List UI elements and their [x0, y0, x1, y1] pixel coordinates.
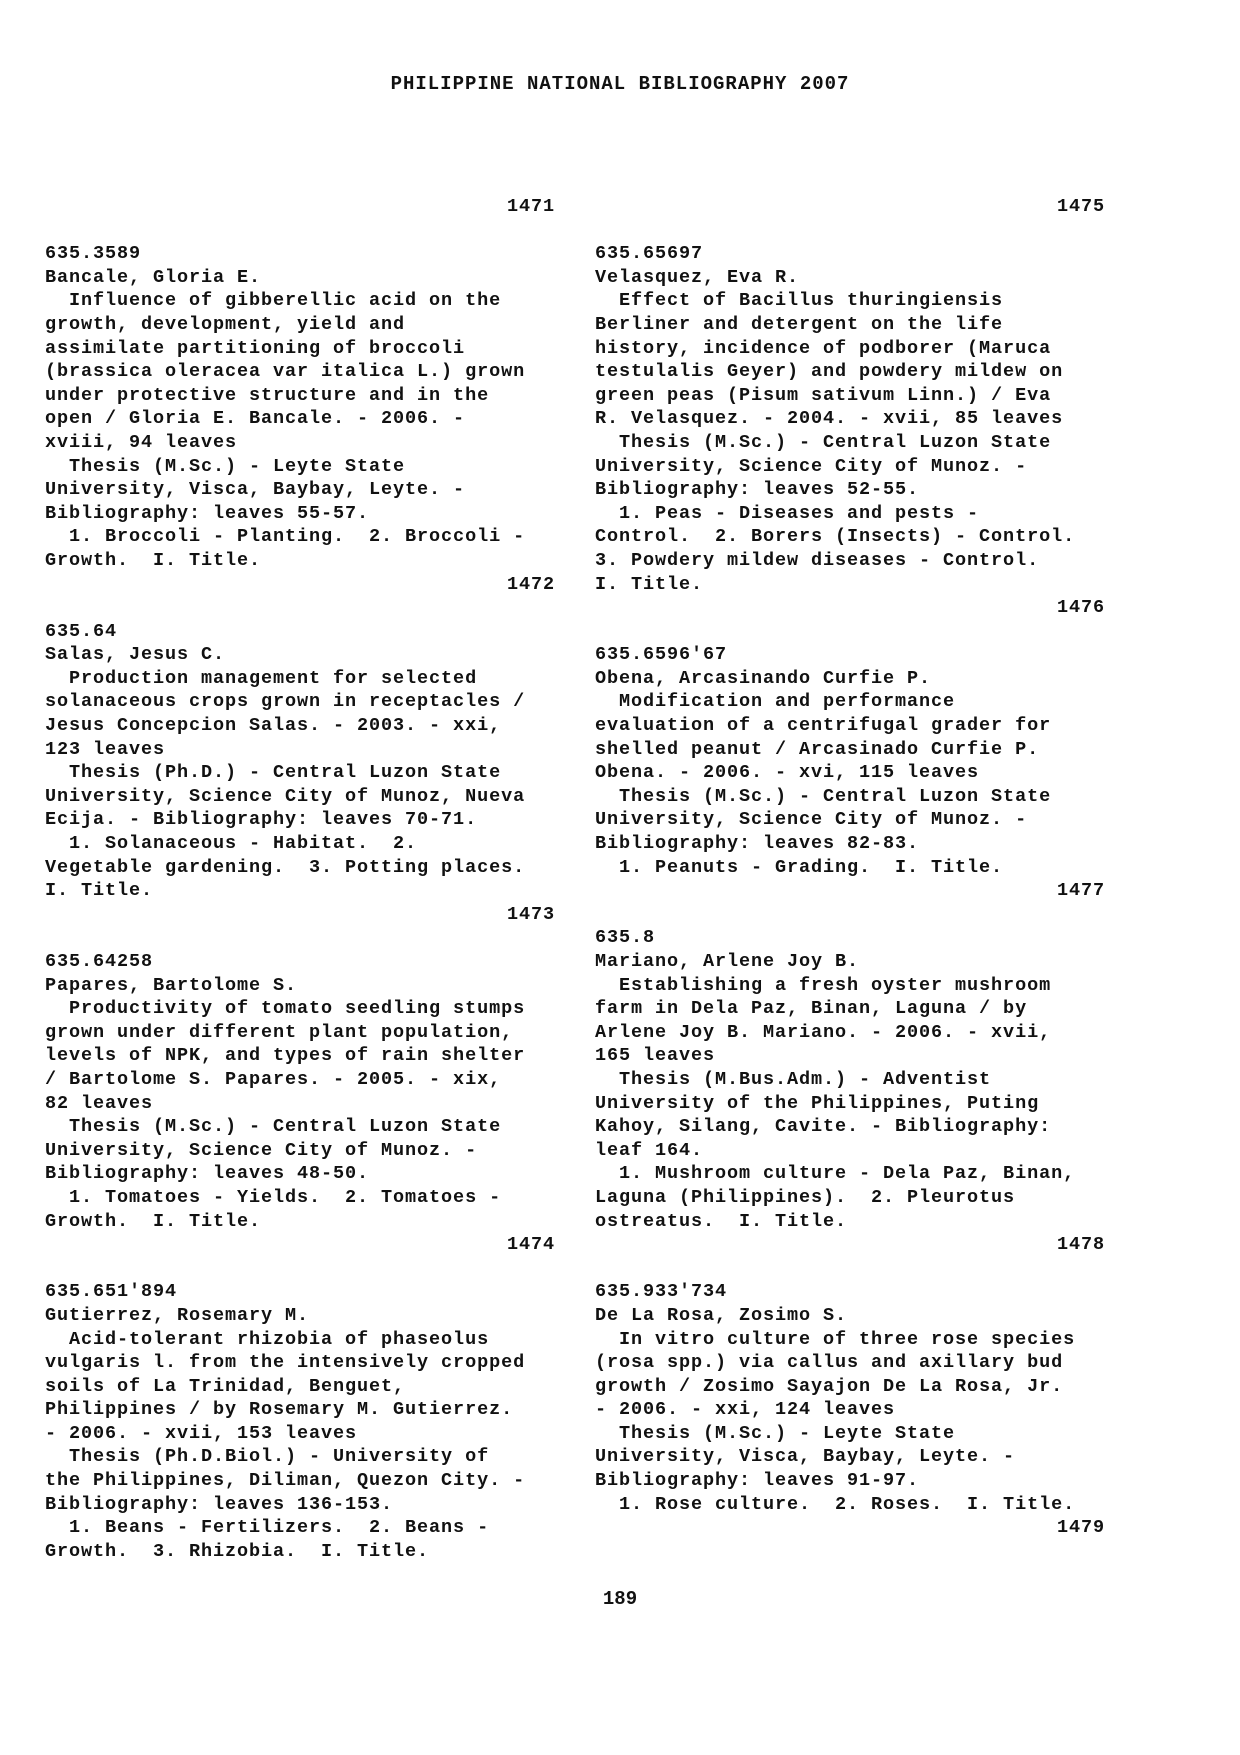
- entry-line: In vitro culture of three rose species: [595, 1328, 1076, 1350]
- entry-line: University, Science City of Munoz. -: [595, 809, 1028, 831]
- entry-line: 3. Powdery mildew diseases - Control.: [595, 549, 1040, 571]
- entry-line: growth, development, yield and: [45, 313, 406, 335]
- entry-line: 635.65697: [595, 243, 704, 265]
- entry-line: Jesus Concepcion Salas. - 2003. - xxi,: [45, 715, 502, 737]
- entry-line: open / Gloria E. Bancale. - 2006. -: [45, 408, 466, 430]
- entry-line: Production management for selected: [45, 667, 478, 689]
- entry-line: I. Title.: [595, 573, 704, 595]
- entry-line: 1. Broccoli - Planting. 2. Broccoli -: [45, 526, 526, 548]
- entry-line: Obena. - 2006. - xvi, 115 leaves: [595, 762, 980, 784]
- right-column: [595, 195, 1105, 1540]
- bibliography-entry: [595, 643, 1105, 903]
- entry-line: Vegetable gardening. 3. Potting places.: [45, 856, 526, 878]
- entry-line: 635.6596'67: [595, 644, 728, 666]
- entry-line: green peas (Pisum sativum Linn.) / Eva: [595, 384, 1052, 406]
- entry-line: farm in Dela Paz, Binan, Laguna / by: [595, 998, 1028, 1020]
- entry-number: 1474: [506, 1234, 555, 1256]
- entry-line: Productivity of tomato seedling stumps: [45, 998, 526, 1020]
- left-column: [45, 195, 555, 1563]
- entry-line: Bibliography: leaves 55-57.: [45, 502, 370, 524]
- entry-line: growth / Zosimo Sayajon De La Rosa, Jr.: [595, 1375, 1064, 1397]
- entry-line: soils of La Trinidad, Benguet,: [45, 1375, 406, 1397]
- entry-line: Modification and performance: [595, 691, 956, 713]
- entry-line: Bancale, Gloria E.: [45, 266, 262, 288]
- entry-line: Thesis (M.Sc.) - Central Luzon State: [595, 785, 1052, 807]
- entry-line: R. Velasquez. - 2004. - xvii, 85 leaves: [595, 408, 1064, 430]
- entry-line: 635.651'894: [45, 1281, 178, 1303]
- entry-line: 1. Beans - Fertilizers. 2. Beans -: [45, 1517, 490, 1539]
- entry-line: (brassica oleracea var italica L.) grown: [45, 361, 526, 383]
- entry-line: Gutierrez, Rosemary M.: [45, 1304, 310, 1326]
- entry-line: shelled peanut / Arcasinado Curfie P.: [595, 738, 1040, 760]
- entry-line: grown under different plant population,: [45, 1021, 514, 1043]
- entry-line: 123 leaves: [45, 738, 166, 760]
- entry-line: Bibliography: leaves 48-50.: [45, 1163, 370, 1185]
- entry-line: University, Visca, Baybay, Leyte. -: [595, 1446, 1016, 1468]
- entry-line: assimilate partitioning of broccoli: [45, 337, 466, 359]
- entry-line: Effect of Bacillus thuringiensis: [595, 290, 1004, 312]
- entry-line: University, Science City of Munoz. -: [45, 1139, 478, 1161]
- entry-line: Thesis (M.Sc.) - Leyte State: [45, 455, 406, 477]
- bibliography-entry: [45, 620, 555, 927]
- entry-line: (rosa spp.) via callus and axillary bud: [595, 1352, 1064, 1374]
- entry-line: Salas, Jesus C.: [45, 644, 226, 666]
- entry-number: 1477: [1056, 880, 1105, 902]
- entry-line: Thesis (M.Sc.) - Central Luzon State: [595, 431, 1052, 453]
- entry-line: vulgaris l. from the intensively cropped: [45, 1352, 526, 1374]
- entry-line: Thesis (Ph.D.) - Central Luzon State: [45, 762, 502, 784]
- bibliography-entry: [45, 950, 555, 1257]
- entry-line: 82 leaves: [45, 1092, 154, 1114]
- entry-number: 1473: [506, 903, 555, 925]
- entry-line: Velasquez, Eva R.: [595, 266, 800, 288]
- bibliography-entry: [45, 242, 555, 596]
- entry-line: 635.933'734: [595, 1281, 728, 1303]
- bibliography-entry: [595, 1280, 1105, 1540]
- entry-line: evaluation of a centrifugal grader for: [595, 715, 1052, 737]
- entry-line: 165 leaves: [595, 1045, 716, 1067]
- entry-line: University, Science City of Munoz, Nueva: [45, 785, 526, 807]
- entry-line: Papares, Bartolome S.: [45, 974, 298, 996]
- entry-number: 1478: [1056, 1234, 1105, 1256]
- entry-line: Thesis (M.Bus.Adm.) - Adventist: [595, 1068, 992, 1090]
- entry-line: Obena, Arcasinando Curfie P.: [595, 667, 932, 689]
- bibliography-entry: [45, 1280, 555, 1563]
- entry-line: xviii, 94 leaves: [45, 431, 238, 453]
- entry-line: Growth. I. Title.: [45, 1210, 262, 1232]
- entry-line: Bibliography: leaves 91-97.: [595, 1470, 920, 1492]
- entry-line: 1. Tomatoes - Yields. 2. Tomatoes -: [45, 1186, 502, 1208]
- bibliography-entry: [595, 926, 1105, 1256]
- entry-line: 1. Solanaceous - Habitat. 2.: [45, 833, 418, 855]
- entry-line: 1. Rose culture. 2. Roses. I. Title.: [595, 1493, 1076, 1515]
- entry-line: / Bartolome S. Papares. - 2005. - xix,: [45, 1068, 502, 1090]
- entry-line: Acid-tolerant rhizobia of phaseolus: [45, 1328, 490, 1350]
- entry-line: levels of NPK, and types of rain shelter: [45, 1045, 526, 1067]
- entry-line: - 2006. - xxi, 124 leaves: [595, 1399, 896, 1421]
- page-header-title: PHILIPPINE NATIONAL BIBLIOGRAPHY 2007: [390, 73, 850, 95]
- page-number: 189: [602, 1588, 638, 1610]
- entry-line: under protective structure and in the: [45, 384, 490, 406]
- entry-line: I. Title.: [45, 880, 154, 902]
- entry-line: Ecija. - Bibliography: leaves 70-71.: [45, 809, 478, 831]
- bibliography-entry: [595, 242, 1105, 620]
- entry-number: 1471: [506, 196, 555, 217]
- entry-number: 1479: [1056, 1517, 1105, 1539]
- entry-line: Thesis (M.Sc.) - Central Luzon State: [45, 1116, 502, 1138]
- entry-line: 1. Mushroom culture - Dela Paz, Binan,: [595, 1163, 1076, 1185]
- entry-line: 1. Peanuts - Grading. I. Title.: [595, 856, 1004, 878]
- entry-line: Growth. 3. Rhizobia. I. Title.: [45, 1540, 430, 1562]
- entry-line: Philippines / by Rosemary M. Gutierrez.: [45, 1399, 514, 1421]
- entry-line: Thesis (Ph.D.Biol.) - University of: [45, 1446, 490, 1468]
- entry-line: leaf 164.: [595, 1139, 704, 1161]
- entry-line: 635.64258: [45, 951, 154, 972]
- entry-number: 1475: [1056, 196, 1105, 217]
- entry-line: Bibliography: leaves 136-153.: [45, 1493, 394, 1515]
- entry-line: De La Rosa, Zosimo S.: [595, 1304, 848, 1326]
- entry-line: Bibliography: leaves 52-55.: [595, 479, 920, 501]
- entry-line: 635.64: [45, 620, 118, 642]
- entry-line: history, incidence of podborer (Maruca: [595, 337, 1052, 359]
- entry-line: 635.8: [595, 927, 656, 949]
- entry-line: Berliner and detergent on the life: [595, 313, 1004, 335]
- entry-line: Control. 2. Borers (Insects) - Control.: [595, 526, 1076, 548]
- entry-line: University, Science City of Munoz. -: [595, 455, 1028, 477]
- entry-line: the Philippines, Diliman, Quezon City. -: [45, 1470, 526, 1492]
- entry-line: - 2006. - xvii, 153 leaves: [45, 1422, 358, 1444]
- entry-line: Kahoy, Silang, Cavite. - Bibliography:: [595, 1116, 1052, 1138]
- entry-line: Laguna (Philippines). 2. Pleurotus: [595, 1186, 1016, 1208]
- entry-line: University of the Philippines, Puting: [595, 1092, 1040, 1114]
- entry-line: testulalis Geyer) and powdery mildew on: [595, 361, 1064, 383]
- entry-line: Bibliography: leaves 82-83.: [595, 833, 920, 855]
- entry-line: 1. Peas - Diseases and pests -: [595, 502, 980, 524]
- entry-line: Mariano, Arlene Joy B.: [595, 951, 860, 972]
- entry-line: Thesis (M.Sc.) - Leyte State: [595, 1422, 956, 1444]
- entry-line: solanaceous crops grown in receptacles /: [45, 691, 526, 713]
- entry-line: 635.3589: [45, 243, 142, 265]
- entry-line: University, Visca, Baybay, Leyte. -: [45, 479, 466, 501]
- entry-line: ostreatus. I. Title.: [595, 1210, 848, 1232]
- entry-number: 1476: [1056, 597, 1105, 619]
- entry-line: Growth. I. Title.: [45, 549, 262, 571]
- entry-number: 1472: [506, 573, 555, 595]
- entry-line: Arlene Joy B. Mariano. - 2006. - xvii,: [595, 1021, 1052, 1043]
- entry-line: Establishing a fresh oyster mushroom: [595, 974, 1052, 996]
- entry-line: Influence of gibberellic acid on the: [45, 290, 502, 312]
